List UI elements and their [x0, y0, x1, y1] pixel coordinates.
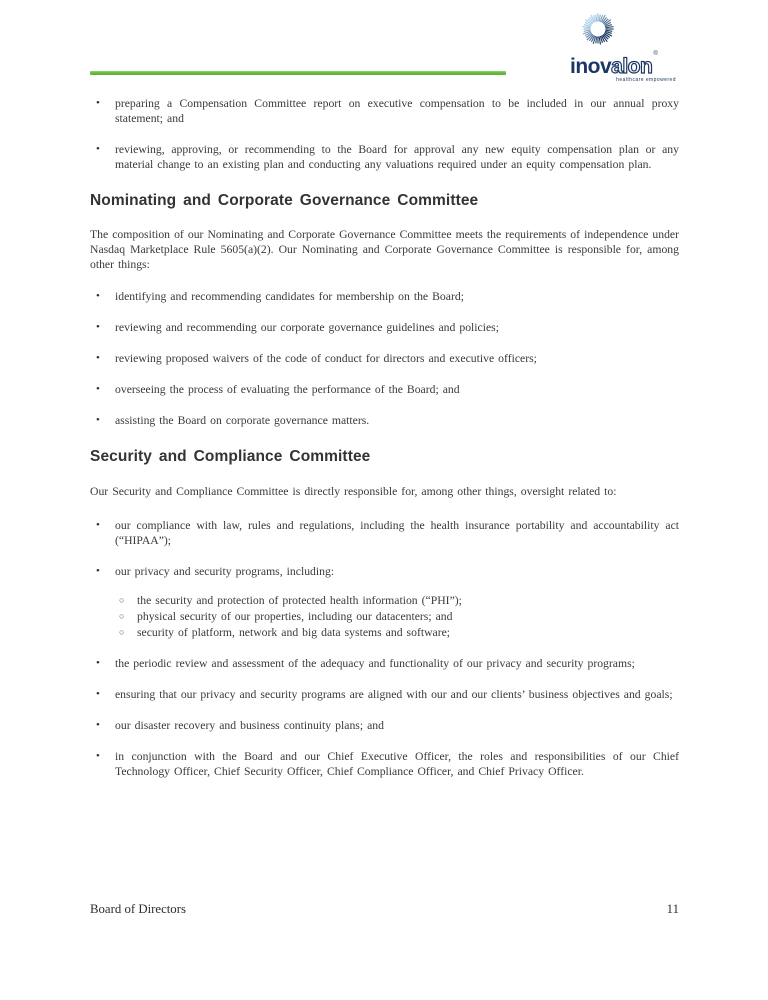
bullet-text: overseeing the process of evaluating the performance of the Board; and — [115, 383, 460, 396]
bullet-text: the periodic review and assessment of the adequacy and functionality of our privacy and security programs; — [115, 657, 635, 671]
brand-solid-text: inov — [570, 55, 612, 78]
list-item — [90, 749, 679, 779]
list-item — [90, 142, 679, 172]
bullet-icon: • — [96, 290, 100, 302]
bullet-text: ensuring that our privacy and security programs are aligned with our and our clients’ business objectives and goals; — [115, 688, 673, 702]
bullet-text: reviewing, approving, or recommending to the Board for approval any new equity compensation plan or any material change to an existing plan and conducting any valuations required under an equity compensation plan. — [115, 143, 679, 171]
list-item — [90, 564, 679, 640]
list-item — [90, 656, 679, 671]
section-paragraph: Our Security and Compliance Committee is directly responsible for, among other things, oversight related to: — [90, 485, 617, 498]
brand-outline-text: alon — [611, 55, 653, 78]
bullet-icon: • — [96, 565, 100, 577]
bullet-icon: • — [96, 352, 100, 364]
list-item — [90, 413, 679, 428]
bullet-text: assisting the Board on corporate governance matters. — [115, 414, 370, 427]
section-paragraph: The composition of our Nominating and Corporate Governance Committee meets the requirements of independence under Nasdaq Marketplace Rule 5605(a)(2). Our Nominating and Corporate Governance Committee is responsible for, among other things: — [90, 228, 679, 271]
registered-mark: ® — [653, 51, 658, 57]
sub-bullet-text: the security and protection of protected health information (“PHI”); — [137, 594, 462, 607]
section-heading-nominating: Nominating and Corporate Governance Committee — [90, 192, 479, 209]
sub-list-item — [115, 593, 679, 609]
list-item — [90, 320, 679, 335]
bullet-icon: • — [96, 97, 100, 109]
intro-bullet-list — [90, 96, 679, 172]
nominating-bullet-list — [90, 289, 679, 428]
document-content — [90, 0, 679, 779]
circle-icon: ○ — [119, 610, 125, 621]
bullet-text: our disaster recovery and business continuity plans; and — [115, 719, 384, 733]
bullet-icon: • — [96, 519, 100, 531]
circle-icon: ○ — [119, 595, 125, 605]
list-item — [90, 687, 679, 702]
bullet-text: identifying and recommending candidates for membership on the Board; — [115, 290, 464, 303]
list-item — [90, 96, 679, 126]
bullet-icon: • — [96, 688, 100, 701]
sub-list-item — [115, 625, 679, 641]
bullet-text: our compliance with law, rules and regulations, including the health insurance portability and accountability act (“HIPAA”); — [115, 519, 679, 547]
list-item — [90, 518, 679, 548]
bullet-text: reviewing proposed waivers of the code of conduct for directors and executive officers; — [115, 352, 537, 365]
bullet-text: preparing a Compensation Committee report on executive compensation to be included in our annual proxy statement; and — [115, 97, 679, 125]
bullet-icon: • — [96, 143, 100, 155]
footer-section-title: Board of Directors — [90, 902, 186, 916]
bullet-text: in conjunction with the Board and our Chief Executive Officer, the roles and responsibilities of our Chief Technology Officer, Chief Security Officer, Chief Compliance Officer, and Chief Privacy Officer. — [115, 750, 679, 779]
sub-bullet-text: security of platform, network and big data systems and software; — [137, 625, 451, 639]
sub-bullet-text: physical security of our properties, including our datacenters; and — [137, 609, 453, 623]
security-sub-bullet-list — [115, 593, 679, 640]
circle-icon: ○ — [119, 626, 125, 637]
bullet-icon: • — [96, 750, 100, 763]
bullet-icon: • — [96, 657, 100, 670]
sub-list-item — [115, 609, 679, 625]
list-item — [90, 289, 679, 304]
list-item — [90, 351, 679, 366]
bullet-text-with-sublist — [115, 564, 679, 640]
bullet-text: reviewing and recommending our corporate governance guidelines and policies; — [115, 321, 499, 334]
bullet-text: our privacy and security programs, including: — [115, 565, 335, 578]
bullet-icon: • — [96, 321, 100, 333]
bullet-icon: • — [96, 719, 100, 732]
page-number: 11 — [666, 902, 679, 916]
list-item — [90, 718, 679, 733]
bullet-icon: • — [96, 383, 100, 395]
page-footer — [90, 902, 679, 917]
bullet-icon: • — [96, 414, 100, 426]
brand-tagline: healthcare empowered — [616, 77, 676, 83]
security-bullet-list — [90, 518, 679, 779]
section-heading-security: Security and Compliance Committee — [90, 448, 371, 465]
list-item — [90, 382, 679, 397]
